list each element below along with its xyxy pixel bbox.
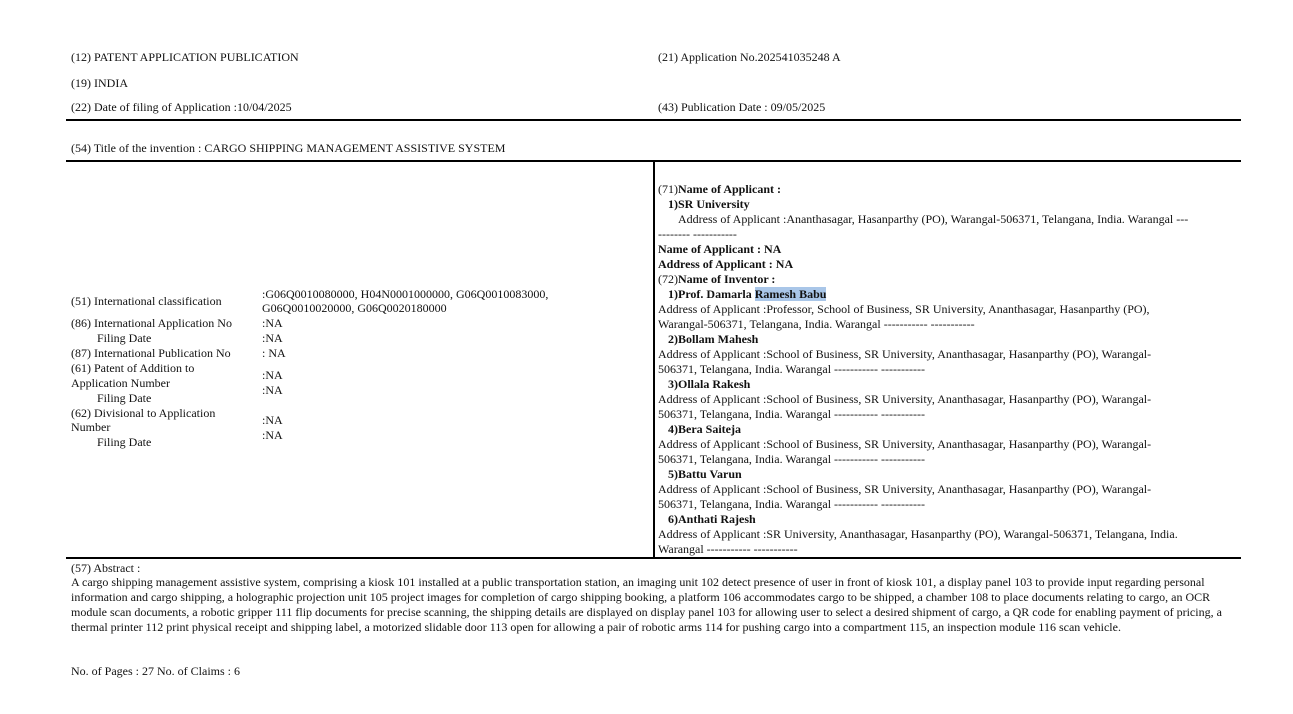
intl-app-no-label: (86) International Application No [71,316,232,330]
applicant-inventor-section [658,182,1238,557]
page-claims-count: No. of Pages : 27 No. of Claims : 6 [71,664,240,678]
inventor-3-name: 3)Ollala Rakesh [668,377,751,391]
inventor-4-name: 4)Bera Saiteja [668,422,741,436]
applicant-heading [658,182,1238,197]
divisional-value-2: :NA [262,428,283,442]
inventor-heading [658,272,1238,287]
inventor-3-address-1: Address of Applicant :School of Business, SR University, Ananthasagar, Hasanparthy (PO), Warangal- [658,392,1152,406]
patent-addition-label-1: (61) Patent of Addition to [71,361,195,375]
abstract-text: A cargo shipping management assistive system, comprising a kiosk 101 installed at a public transportation station, an imaging unit 102 detect presence of user in front of kiosk 101, a display panel 103 to provide input regarding personal information and cargo shipping, a holographic projection unit 105 project images for completion of cargo shipping booking, a platform 106 accommodates cargo to be shipped, a chamber 108 to place documents relating to cargo, an OCR module scan documents, a robotic gripper 111 flip documents for precise scanning, the shipping details are displayed on display panel 103 for allowing user to select a desired shipment of cargo, a QR code for enabling payment of pricing, a thermal printer 112 print physical receipt and shipping label, a motorized slidable door 113 open for allowing a pair of robotic arms 114 for pushing cargo into a compartment 115, an inspection module 116 scan vehicle. [71,575,1222,634]
application-number: (21) Application No.202541035248 A [658,50,841,64]
publication-date: (43) Publication Date : 09/05/2025 [658,100,826,114]
applicant-name-2: Name of Applicant : NA [658,242,782,256]
applicant-address-1: Address of Applicant :Ananthasagar, Hasanparthy (PO), Warangal-506371, Telangana, India. Warangal --- [678,212,1189,226]
inventor-heading-prefix: (72) [658,272,678,286]
inventor-6-address-2: Warangal ----------- ----------- [658,542,798,556]
inventor-4-address-1: Address of Applicant :School of Business, SR University, Ananthasagar, Hasanparthy (PO), Warangal- [658,437,1152,451]
intl-classification-value-1: :G06Q0010080000, H04N0001000000, G06Q0010083000, [262,287,549,301]
intl-pub-no-value: : NA [262,346,286,360]
inventor-5-name: 5)Battu Varun [668,467,742,481]
inventor-5-address-1: Address of Applicant :School of Business, SR University, Ananthasagar, Hasanparthy (PO), Warangal- [658,482,1152,496]
filing-date-label: Filing Date [97,331,152,345]
inventor-heading-label: Name of Inventor : [678,272,776,286]
applicant-address-na: Address of Applicant : NA [658,257,794,271]
inventor-1-address-1: Address of Applicant :Professor, School of Business, SR University, Ananthasagar, Hasanparthy (PO), [658,302,1150,316]
divisional-label-2: Number [71,420,111,434]
divisional-value-1: :NA [262,413,283,427]
inventor-1-name-plain: 1)Prof. Damarla [668,287,755,301]
patent-addition-label-2: Application Number [71,376,170,390]
applicant-address-2: -------- ----------- [658,227,737,241]
inventor-2-address-2: 506371, Telangana, India. Warangal ----------- ----------- [658,362,925,376]
applicant-name: 1)SR University [668,197,750,211]
inventor-4-address-2: 506371, Telangana, India. Warangal ----------- ----------- [658,452,925,466]
inventor-1-address-2: Warangal-506371, Telangana, India. Warangal ----------- ----------- [658,317,975,331]
inventor-5-address-2: 506371, Telangana, India. Warangal ----------- ----------- [658,497,925,511]
divisional-label-1: (62) Divisional to Application [71,406,216,420]
patent-addition-filing-label: Filing Date [97,391,152,405]
inventor-6-address-1: Address of Applicant :SR University, Ananthasagar, Hasanparthy (PO), Warangal-506371, Telangana, India. [658,527,1178,541]
country: (19) INDIA [71,76,128,90]
inventor-2-address-1: Address of Applicant :School of Business, SR University, Ananthasagar, Hasanparthy (PO), Warangal- [658,347,1152,361]
filing-date-value: :NA [262,331,283,345]
applicant-heading-label: Name of Applicant : [678,182,781,196]
divisional-filing-label: Filing Date [97,435,152,449]
filing-date: (22) Date of filing of Application :10/04/2025 [71,100,292,114]
divider-abstract [66,557,1241,559]
publication-type: (12) PATENT APPLICATION PUBLICATION [71,50,299,64]
invention-title: (54) Title of the invention : CARGO SHIPPING MANAGEMENT ASSISTIVE SYSTEM [71,141,506,155]
inventor-2-name: 2)Bollam Mahesh [668,332,759,346]
applicant-heading-prefix: (71) [658,182,678,196]
inventor-1-name [658,287,1238,302]
column-divider [653,161,655,558]
patent-addition-value-1: :NA [262,368,283,382]
patent-addition-value-2: :NA [262,383,283,397]
inventor-3-address-2: 506371, Telangana, India. Warangal ----------- ----------- [658,407,925,421]
intl-classification-value-2: G06Q0010020000, G06Q0020180000 [262,301,447,315]
inventor-1-name-highlight: Ramesh Babu [754,287,827,301]
abstract-label: (57) Abstract : [71,561,141,575]
inventor-6-name: 6)Anthati Rajesh [668,512,756,526]
intl-pub-no-label: (87) International Publication No [71,346,231,360]
divider-header [66,119,1241,121]
intl-app-no-value: :NA [262,316,283,330]
intl-classification-label: (51) International classification [71,294,222,308]
